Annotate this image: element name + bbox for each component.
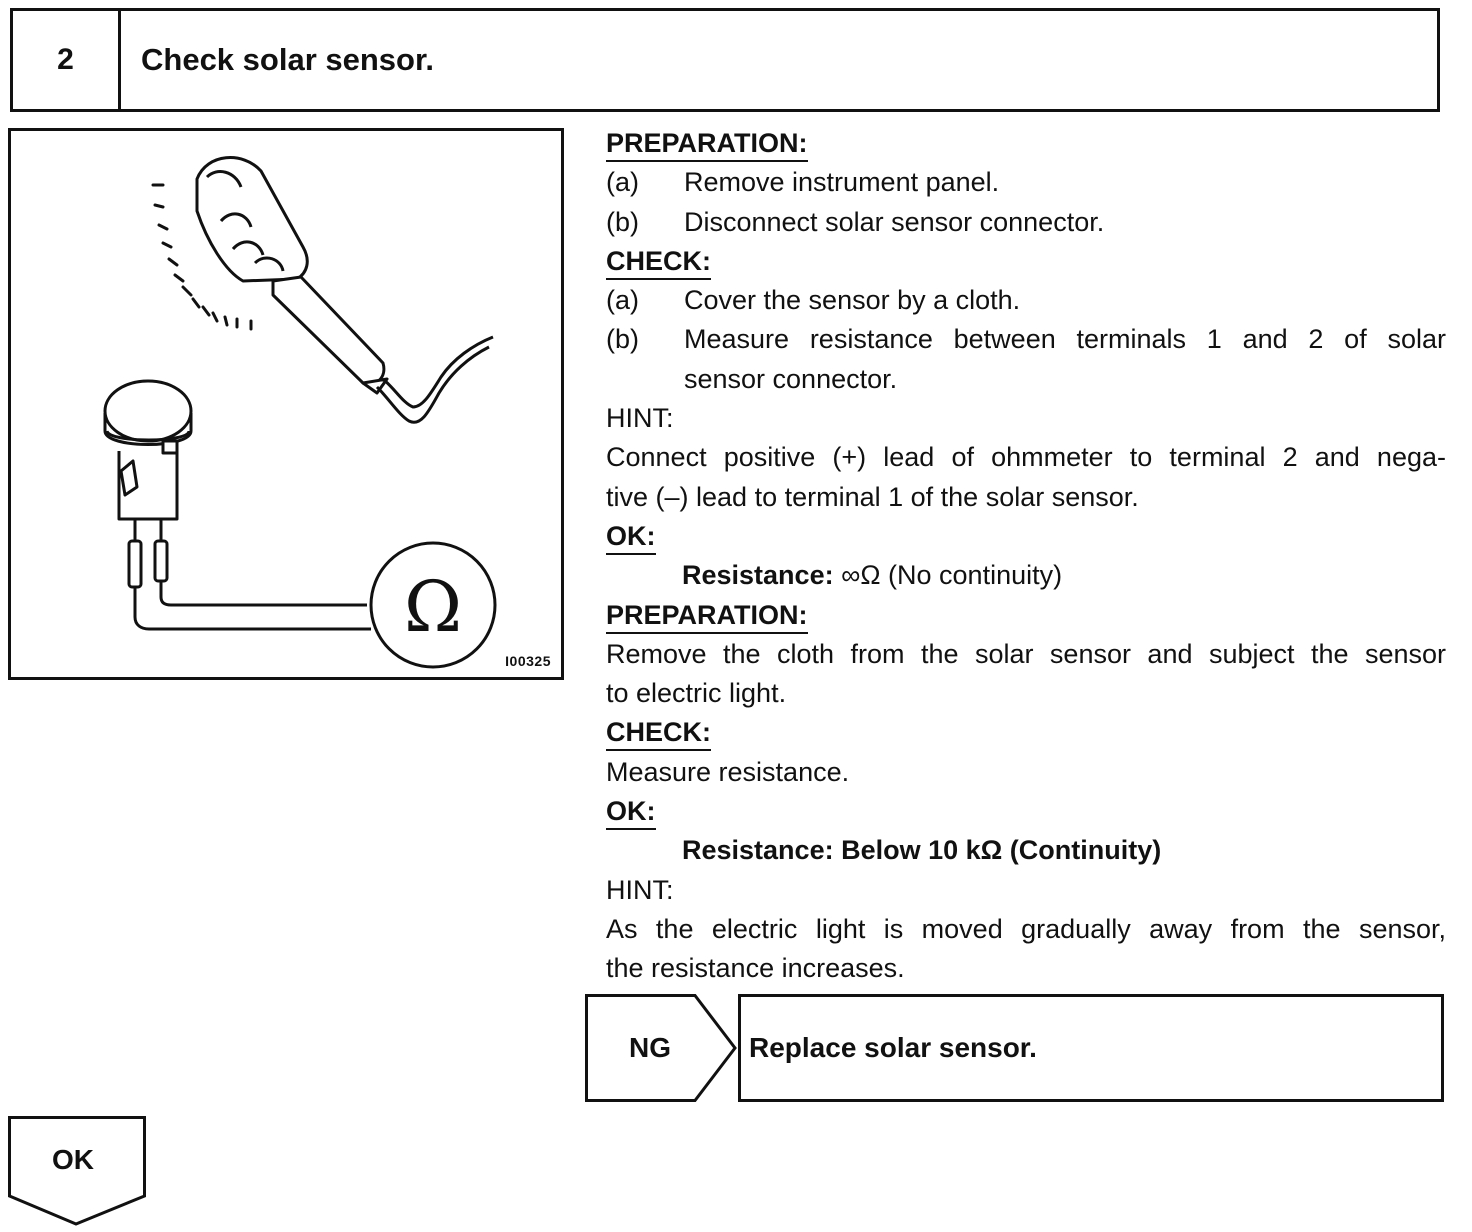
- ok-label: OK: [52, 1144, 94, 1175]
- preparation-text: to electric light.: [606, 678, 787, 709]
- ohmmeter-icon: [371, 543, 495, 667]
- ok-spec: Resistance: ∞Ω (No continuity): [682, 560, 1063, 591]
- preparation-text: Remove the cloth from the solar sensor and subject the sensor: [606, 638, 1446, 669]
- hint-text: the resistance increases.: [606, 953, 905, 984]
- list-item: (a) Remove instrument panel.: [606, 167, 1000, 198]
- lamp-icon: [197, 158, 493, 423]
- hint-heading: HINT:: [606, 874, 674, 905]
- ng-result-box: [585, 994, 735, 1102]
- illustration: [8, 128, 564, 680]
- illustration-drawing: [11, 131, 561, 677]
- ohm-symbol: Ω: [403, 566, 463, 648]
- step-title: Check solar sensor.: [141, 42, 434, 77]
- preparation-heading: PREPARATION:: [606, 127, 808, 162]
- ng-label: NG: [629, 1032, 671, 1063]
- ok-result-box: [8, 1116, 146, 1226]
- solar-sensor-icon: [105, 381, 191, 587]
- ok-spec: Resistance: Below 10 kΩ (Continuity): [682, 835, 1162, 866]
- list-item: (b) Disconnect solar sensor connector.: [606, 206, 1105, 237]
- list-item: (a) Cover the sensor by a cloth.: [606, 285, 1021, 316]
- procedure: [606, 124, 1446, 989]
- ok-heading: OK:: [606, 520, 656, 555]
- figure-code: I00325: [505, 653, 551, 669]
- lead-wires: [135, 581, 371, 629]
- step-header: [10, 8, 1440, 112]
- ok-heading: OK:: [606, 795, 656, 830]
- list-item: (b) Measure resistance between terminals 1 and 2 of solar: [606, 324, 1446, 355]
- preparation-heading: PREPARATION:: [606, 599, 808, 634]
- step-number: 2: [13, 11, 121, 109]
- check-heading: CHECK:: [606, 716, 711, 751]
- check-text: Measure resistance.: [606, 756, 850, 787]
- hint-text: tive (–) lead to terminal 1 of the solar sensor.: [606, 481, 1139, 512]
- list-item-continuation: sensor connector.: [684, 363, 898, 394]
- hint-heading: HINT:: [606, 403, 674, 434]
- hint-text: Connect positive (+) lead of ohmmeter to terminal 2 and nega-: [606, 442, 1446, 473]
- check-heading: CHECK:: [606, 245, 711, 280]
- ng-action-box: Replace solar sensor.: [738, 994, 1444, 1102]
- hint-text: As the electric light is moved gradually away from the sensor,: [606, 913, 1446, 944]
